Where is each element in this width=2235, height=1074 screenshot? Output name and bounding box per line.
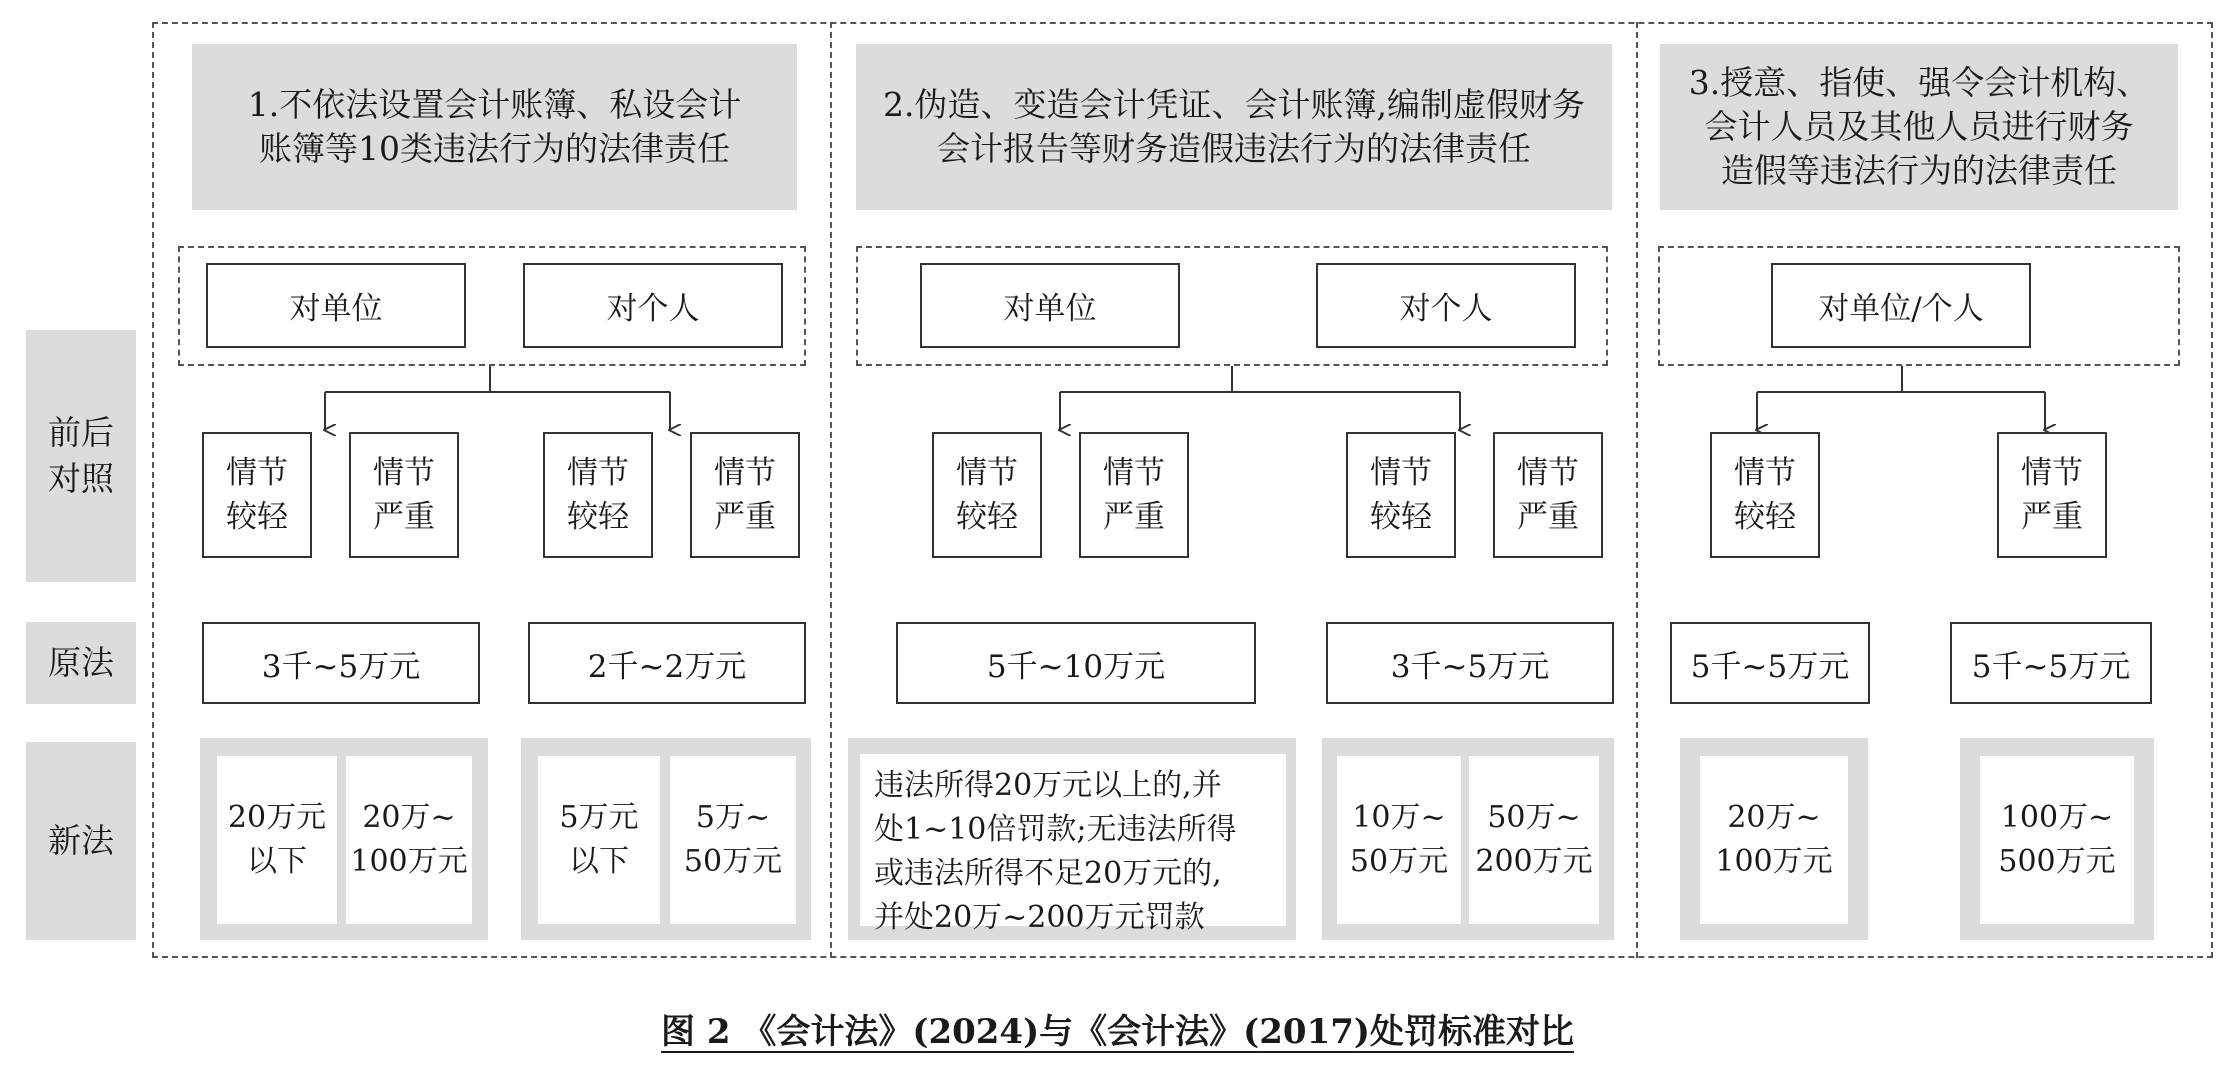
section-2-old-law-unit: 5千~10万元 — [896, 622, 1256, 704]
section-1-target-individual: 对个人 — [523, 263, 783, 348]
section-2-new-law-unit-text: 违法所得20万元以上的,并 处1~10倍罚款;无违法所得 或违法所得不足20万元的, 并处20万~200万元罚款 — [860, 754, 1286, 926]
row-label-compare: 前后 对照 — [26, 330, 136, 582]
section-1-new-law-unit-minor: 20万元 以下 — [217, 756, 337, 924]
figure-caption: 图 2 《会计法》(2024)与《会计法》(2017)处罚标准对比 — [661, 1011, 1574, 1052]
section-1-old-law-unit: 3千~5万元 — [202, 622, 480, 704]
section-2-old-law-individual: 3千~5万元 — [1326, 622, 1614, 704]
section-2-unit-serious: 情节 严重 — [1079, 432, 1189, 558]
figure-caption-row — [0, 1000, 2235, 1056]
section-1-individual-serious: 情节 严重 — [690, 432, 800, 558]
section-2-new-law-individual-serious: 50万~ 200万元 — [1469, 756, 1599, 924]
section-divider-2 — [1636, 22, 1638, 958]
section-1-unit-serious: 情节 严重 — [349, 432, 459, 558]
section-1-old-law-individual: 2千~2万元 — [528, 622, 806, 704]
section-2-individual-minor: 情节 较轻 — [1346, 432, 1456, 558]
section-3-serious: 情节 严重 — [1997, 432, 2107, 558]
section-3-minor: 情节 较轻 — [1710, 432, 1820, 558]
section-2-target-unit: 对单位 — [920, 263, 1180, 348]
section-1-title: 1.不依法设置会计账簿、私设会计 账簿等10类违法行为的法律责任 — [192, 44, 797, 210]
section-2-target-individual: 对个人 — [1316, 263, 1576, 348]
section-3-old-law-serious: 5千~5万元 — [1950, 622, 2152, 704]
section-1-unit-minor: 情节 较轻 — [202, 432, 312, 558]
row-label-new-law: 新法 — [26, 742, 136, 940]
section-2-unit-minor: 情节 较轻 — [932, 432, 1042, 558]
row-label-old-law: 原法 — [26, 622, 136, 704]
section-1-individual-minor: 情节 较轻 — [543, 432, 653, 558]
section-1-target-unit: 对单位 — [206, 263, 466, 348]
section-2-title: 2.伪造、变造会计凭证、会计账簿,编制虚假财务 会计报告等财务造假违法行为的法律责任 — [856, 44, 1612, 210]
section-3-new-law-serious: 100万~ 500万元 — [1980, 756, 2134, 924]
section-1-new-law-individual-minor: 5万元 以下 — [538, 756, 660, 924]
section-1-new-law-individual-serious: 5万~ 50万元 — [670, 756, 796, 924]
section-divider-1 — [830, 22, 832, 958]
section-3-target-unit-individual: 对单位/个人 — [1771, 263, 2031, 348]
section-2-new-law-individual-minor: 10万~ 50万元 — [1337, 756, 1461, 924]
section-1-new-law-unit-serious: 20万~ 100万元 — [346, 756, 472, 924]
section-3-old-law-minor: 5千~5万元 — [1670, 622, 1870, 704]
section-2-individual-serious: 情节 严重 — [1493, 432, 1603, 558]
section-3-new-law-minor: 20万~ 100万元 — [1700, 756, 1848, 924]
section-3-title: 3.授意、指使、强令会计机构、 会计人员及其他人员进行财务 造假等违法行为的法律责任 — [1660, 44, 2178, 210]
